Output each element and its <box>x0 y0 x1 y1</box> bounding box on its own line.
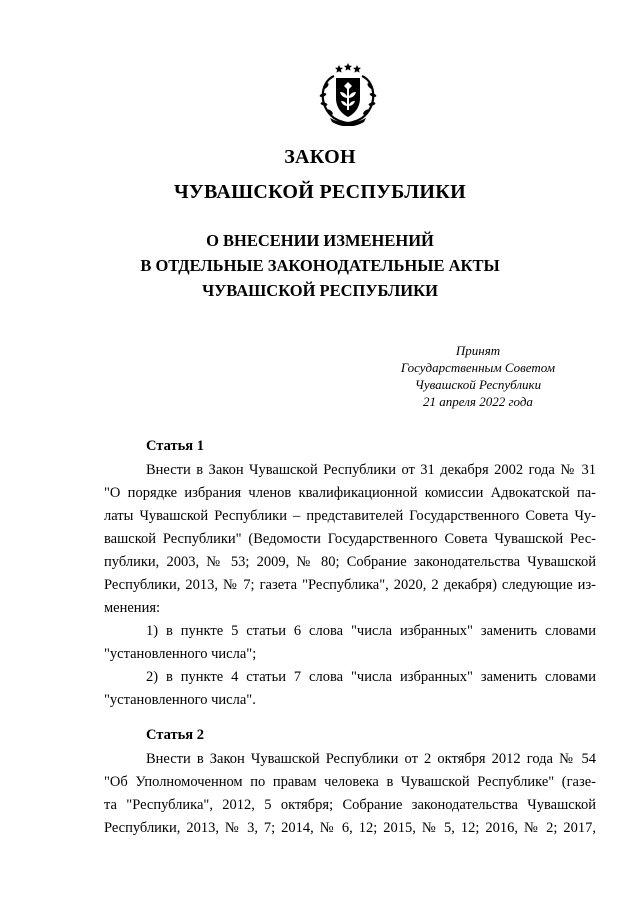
article-2-line: "Об Уполномоченном по правам человека в Чувашской Республике" (газе- <box>104 774 596 790</box>
adoption-line1: Принят <box>455 343 501 358</box>
subject-title-line3: ЧУВАШСКОЙ РЕСПУБЛИКИ <box>202 281 438 300</box>
article-2-line: та "Республика", 2012, 5 октября; Собрание законодательства Чувашской <box>104 797 596 813</box>
article-1-item-1: 1) в пункте 5 статьи 6 слова "числа избранных" заменить словами <box>146 623 596 639</box>
chuvash-coat-of-arms-icon <box>312 62 384 126</box>
adoption-line2: Государственным Советом <box>400 360 556 375</box>
article-1-line: "О порядке избрания членов квалификационной комиссии Адвокатской па- <box>104 485 596 501</box>
subject-title-line2: В ОТДЕЛЬНЫЕ ЗАКОНОДАТЕЛЬНЫЕ АКТЫ <box>140 256 500 275</box>
law-title-line2: ЧУВАШСКОЙ РЕСПУБЛИКИ <box>174 181 466 203</box>
article-1-line: Внести в Закон Чувашской Республики от 31 декабря 2002 года № 31 <box>146 462 596 478</box>
article-2-line: Внести в Закон Чувашской Республики от 2 октября 2012 года № 54 <box>146 751 596 767</box>
article-1-line: "установленного числа"; <box>104 646 257 662</box>
article-1-line: Республики, 2013, № 7; газета "Республика", 2020, 2 декабря) следующие из- <box>104 577 596 593</box>
article-1-line: "установленного числа". <box>104 692 256 708</box>
law-title-line1: ЗАКОН <box>284 146 356 168</box>
adoption-note <box>318 342 578 410</box>
article-2-line: Республики, 2013, № 3, 7; 2014, № 6, 12; 2015, № 5, 12; 2016, № 2; 2017, <box>104 820 596 836</box>
article-1-heading: Статья 1 <box>146 438 204 454</box>
article-2-heading: Статья 2 <box>146 727 204 743</box>
adoption-date: 21 апреля 2022 года <box>423 394 533 409</box>
subject-title-line1: О ВНЕСЕНИИ ИЗМЕНЕНИЙ <box>206 231 434 250</box>
article-1-line: латы Чувашской Республики – представителей Государственного Совета Чу- <box>104 508 596 524</box>
adoption-line3: Чувашской Республики <box>414 377 542 392</box>
article-1-line: вашской Республики" (Ведомости Государственного Совета Чувашской Рес- <box>104 531 596 547</box>
article-1-item-2: 2) в пункте 4 статьи 7 слова "числа избранных" заменить словами <box>146 669 596 685</box>
article-1-line: менения: <box>104 600 161 616</box>
article-1-line: публики, 2003, № 53; 2009, № 80; Собрание законодательства Чувашской <box>104 554 596 570</box>
